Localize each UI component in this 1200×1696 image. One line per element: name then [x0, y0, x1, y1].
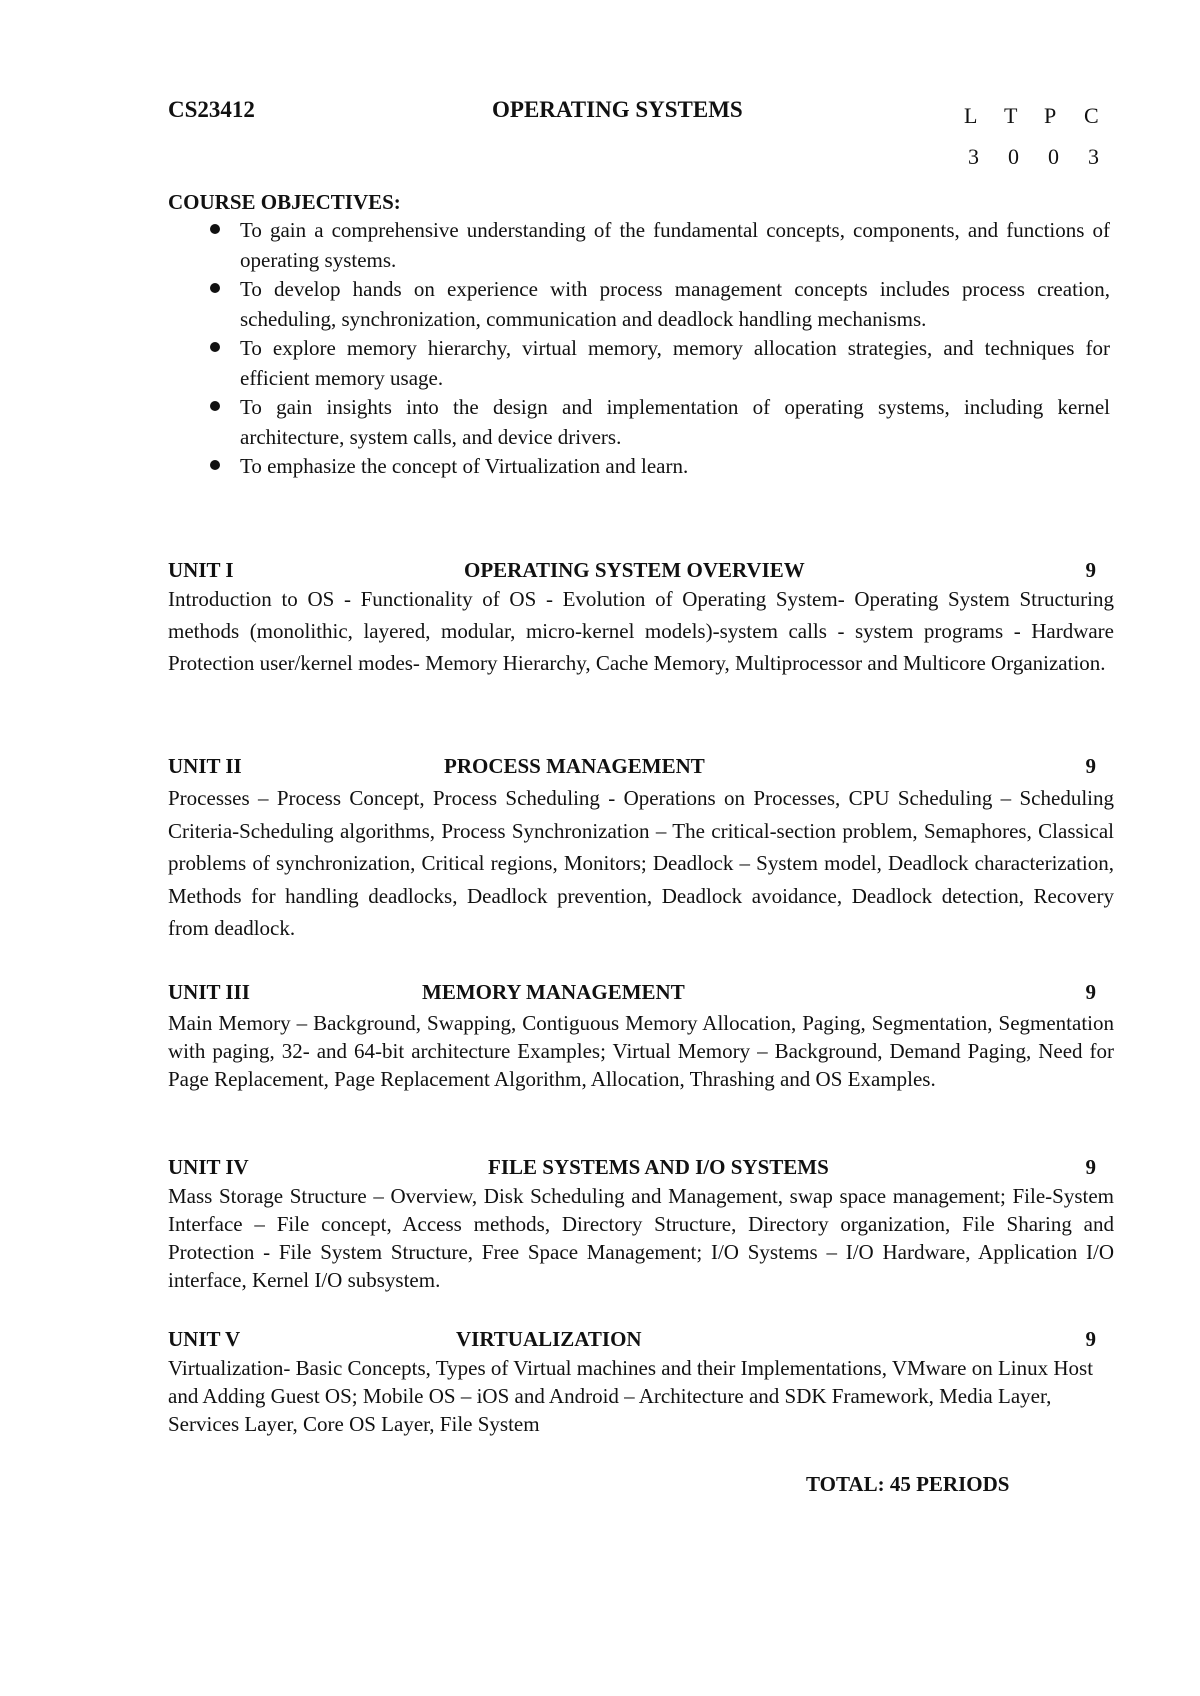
unit-hours: 9: [1085, 980, 1096, 1004]
unit-label: UNIT III: [168, 980, 250, 1004]
ltpc-label-p: P: [1044, 103, 1057, 128]
ltpc-value-p: 0: [1048, 144, 1059, 169]
objective-item: [210, 216, 1110, 275]
unit-label: UNIT I: [168, 558, 234, 582]
total-periods: TOTAL: 45 PERIODS: [806, 1472, 1010, 1496]
bullet-icon: [210, 224, 220, 234]
unit-hours: 9: [1085, 1155, 1096, 1179]
unit-2-content: Processes – Process Concept, Process Scheduling - Operations on Processes, CPU Scheduling – Scheduling Criteria-Scheduling algorithms, Process Synchronization – The critical-section problem, Semaphores, Classical problems of synchronization, Critical regions, Monitors; Deadlock – System model, Deadlock characterization, Methods for handling deadlocks, Deadlock prevention, Deadlock avoidance, Deadlock detection, Recovery from deadlock.: [168, 786, 1114, 940]
objectives-heading: COURSE OBJECTIVES:: [168, 190, 401, 214]
unit-label: UNIT V: [168, 1327, 241, 1351]
objective-item: [210, 452, 1110, 482]
ltpc-value-c: 3: [1088, 144, 1099, 169]
objective-text: To develop hands on experience with process management concepts includes process creation, scheduling, synchronization, communication and deadlock handling mechanisms.: [240, 277, 1110, 331]
bullet-icon: [210, 283, 220, 293]
ltpc-labels: [964, 103, 1124, 129]
objective-text: To gain insights into the design and implementation of operating systems, including kernel architecture, system calls, and device drivers.: [240, 395, 1110, 449]
unit-title: OPERATING SYSTEM OVERVIEW: [464, 558, 805, 582]
unit-title: PROCESS MANAGEMENT: [444, 754, 705, 778]
unit-4-content: Mass Storage Structure – Overview, Disk Scheduling and Management, swap space management; File-System Interface – File concept, Access methods, Directory Structure, Directory organization, File Sharing and Protection - File System Structure, Free Space Management; I/O Systems – I/O Hardware, Application I/O interface, Kernel I/O subsystem.: [168, 1184, 1114, 1292]
course-title: OPERATING SYSTEMS: [492, 97, 743, 122]
ltpc-value-t: 0: [1008, 144, 1019, 169]
unit-hours: 9: [1085, 1327, 1096, 1351]
ltpc-label-l: L: [964, 103, 978, 128]
unit-1-header: [168, 558, 1114, 586]
unit-title: MEMORY MANAGEMENT: [422, 980, 685, 1004]
unit-5-header: [168, 1327, 1114, 1355]
course-code: CS23412: [168, 97, 255, 122]
ltpc-values: [968, 144, 1128, 170]
ltpc-label-t: T: [1004, 103, 1018, 128]
objective-item: [210, 393, 1110, 452]
bullet-icon: [210, 401, 220, 411]
unit-title: VIRTUALIZATION: [456, 1327, 642, 1351]
unit-label: UNIT II: [168, 754, 242, 778]
objective-text: To gain a comprehensive understanding of the fundamental concepts, components, and functions of operating systems.: [240, 218, 1110, 272]
unit-4-header: [168, 1155, 1114, 1183]
objective-text: To emphasize the concept of Virtualization and learn.: [240, 454, 689, 478]
unit-5-content: Virtualization- Basic Concepts, Types of Virtual machines and their Implementations, VMware on Linux Host and Adding Guest OS; Mobile OS – iOS and Android – Architecture and SDK Framework, Media Layer, Services Layer, Core OS Layer, File System: [168, 1356, 1094, 1436]
ltpc-value-l: 3: [968, 144, 979, 169]
objective-item: [210, 275, 1110, 334]
unit-hours: 9: [1085, 754, 1096, 778]
unit-1-content: Introduction to OS - Functionality of OS - Evolution of Operating System- Operating System Structuring methods (monolithic, layered, modular, micro-kernel models)-system calls - system programs - Hardware Protection user/kernel modes- Memory Hierarchy, Cache Memory, Multiprocessor and Multicore Organization.: [168, 587, 1114, 675]
objective-text: To explore memory hierarchy, virtual memory, memory allocation strategies, and techniques for efficient memory usage.: [240, 336, 1110, 390]
unit-3-content: Main Memory – Background, Swapping, Contiguous Memory Allocation, Paging, Segmentation, Segmentation with paging, 32- and 64-bit architecture Examples; Virtual Memory – Background, Demand Paging, Need for Page Replacement, Page Replacement Algorithm, Allocation, Thrashing and OS Examples.: [168, 1011, 1114, 1091]
objective-item: [210, 334, 1110, 393]
unit-title: FILE SYSTEMS AND I/O SYSTEMS: [488, 1155, 829, 1179]
unit-label: UNIT IV: [168, 1155, 249, 1179]
objectives-list: [210, 216, 1110, 482]
unit-hours: 9: [1085, 558, 1096, 582]
ltpc-label-c: C: [1084, 103, 1099, 128]
unit-3-header: [168, 980, 1114, 1008]
bullet-icon: [210, 460, 220, 470]
unit-2-header: [168, 754, 1114, 782]
bullet-icon: [210, 342, 220, 352]
